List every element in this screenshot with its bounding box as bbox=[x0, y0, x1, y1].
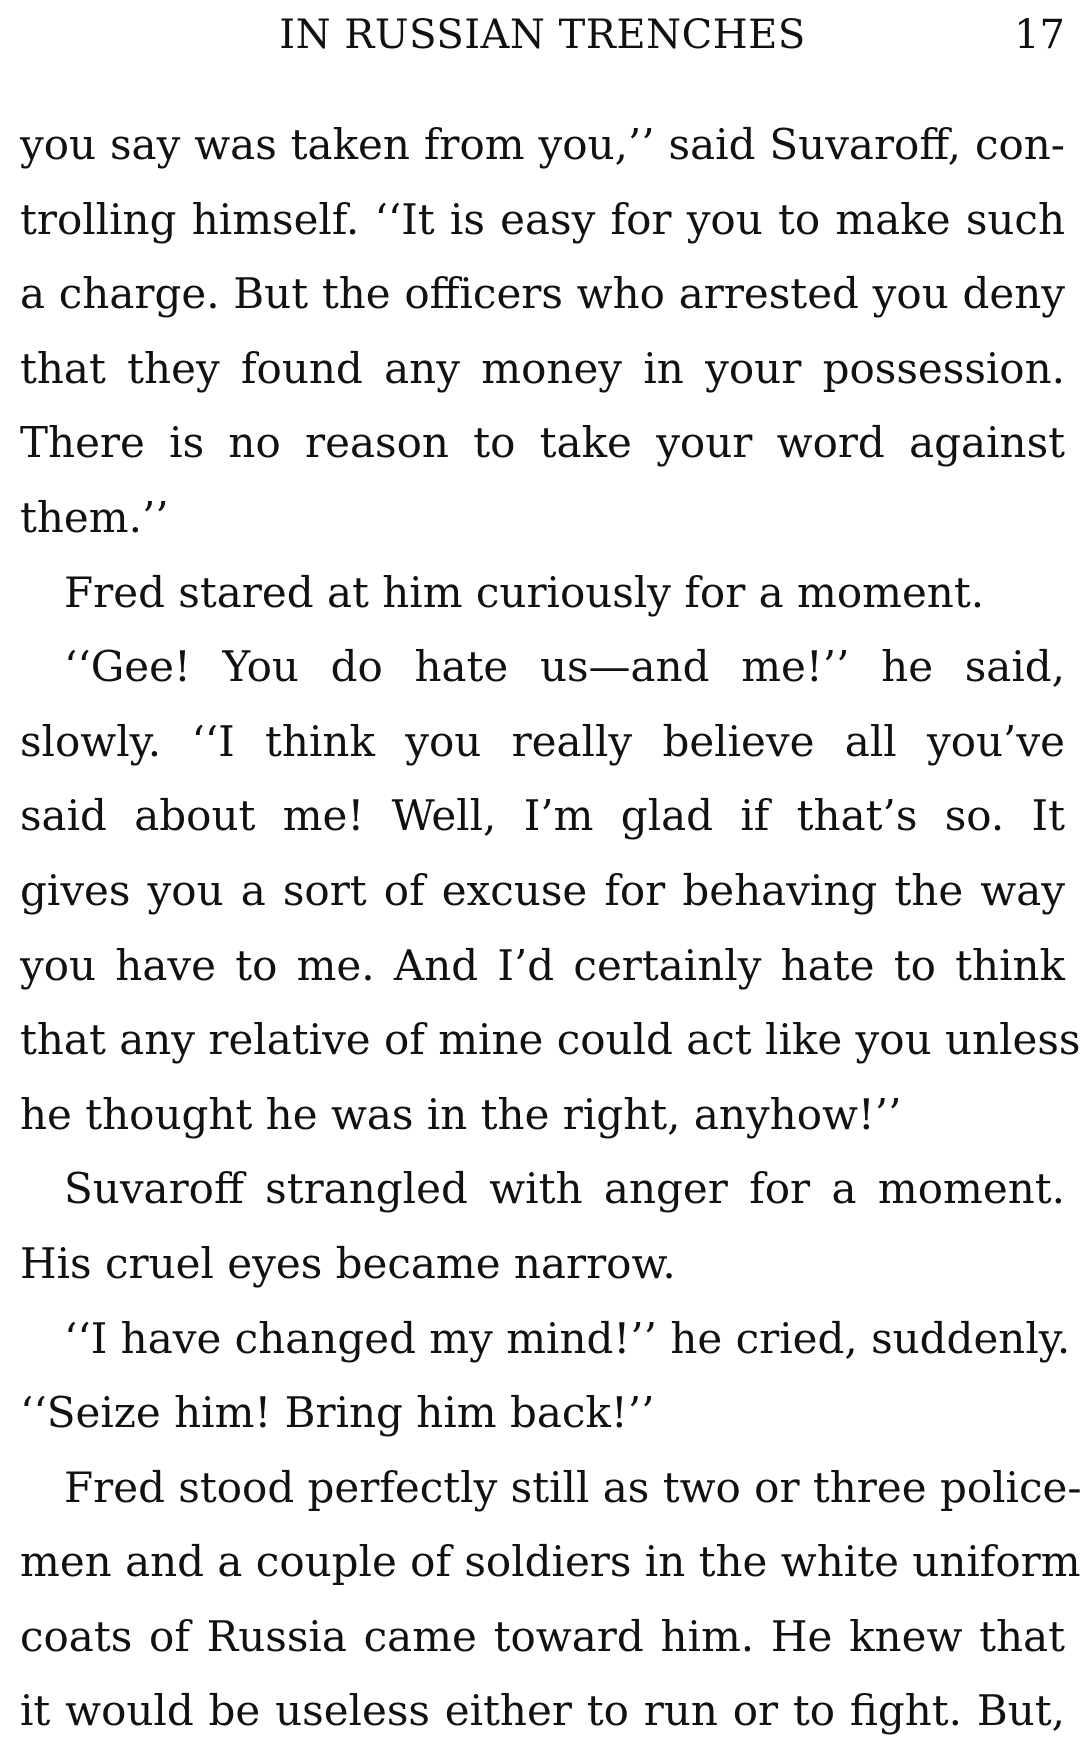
text-line: ‘‘Seize him! Bring him back!’’ bbox=[20, 1388, 655, 1438]
text-line: them.’’ bbox=[20, 492, 169, 542]
text-line: that any relative of mine could act like you unless bbox=[20, 1015, 1081, 1065]
text-line: gives you a sort of excuse for behaving the way bbox=[20, 865, 1065, 915]
text-line: ‘‘I have changed my mind!’’ he cried, suddenly. bbox=[64, 1313, 1071, 1363]
text-line: slowly. ‘‘I think you really believe all you’ve bbox=[20, 716, 1065, 766]
text-line: that they found any money in your possession. bbox=[20, 343, 1065, 393]
running-title: IN RUSSIAN TRENCHES bbox=[279, 12, 806, 58]
page-number: 17 bbox=[1014, 12, 1065, 58]
text-line: Fred stared at him curiously for a moment. bbox=[64, 567, 985, 617]
text-line: you have to me. And I’d certainly hate to think bbox=[20, 940, 1065, 990]
text-line: There is no reason to take your word against bbox=[20, 418, 1065, 468]
text-line: trolling himself. ‘‘It is easy for you to make such bbox=[20, 194, 1065, 244]
text-line: ‘‘Gee! You do hate us—and me!’’ he said, bbox=[64, 642, 1065, 692]
text-line: it would be useless either to run or to fight. But, bbox=[20, 1686, 1065, 1736]
text-line: he thought he was in the right, anyhow!’’ bbox=[20, 1089, 902, 1139]
text-line: a charge. But the officers who arrested you deny bbox=[20, 269, 1065, 319]
text-line: you say was taken from you,’’ said Suvaroff, con- bbox=[20, 120, 1065, 169]
running-head bbox=[20, 12, 1065, 72]
text-line: said about me! Well, I’m glad if that’s so. It bbox=[20, 791, 1065, 841]
text-line: His cruel eyes became narrow. bbox=[20, 1238, 676, 1288]
text-line: coats of Russia came toward him. He knew that bbox=[20, 1611, 1065, 1661]
body-text bbox=[20, 108, 1082, 1749]
text-line: men and a couple of soldiers in the white uniform bbox=[20, 1537, 1081, 1587]
text-line: Suvaroff strangled with anger for a moment. bbox=[64, 1164, 1065, 1214]
text-line: Fred stood perfectly still as two or three police- bbox=[64, 1462, 1082, 1512]
